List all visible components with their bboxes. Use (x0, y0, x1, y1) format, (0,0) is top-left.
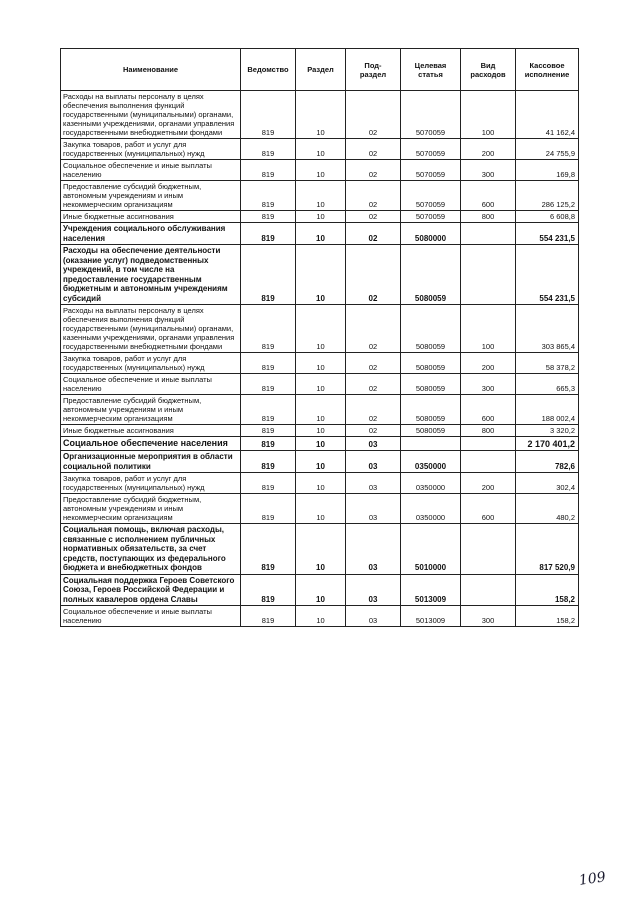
cell-expense-type: 200 (461, 353, 516, 374)
cell-section: 10 (296, 305, 346, 353)
cell-subsection: 02 (346, 211, 401, 223)
cell-target-article: 5080000 (401, 223, 461, 245)
cell-name: Расходы на выплаты персоналу в целях обеспечения выполнения функций государственными (муниципальными) органами, казенными учреждениями, органами управления государственными внебюджетными фондами (61, 305, 241, 353)
cell-amount: 158,2 (516, 606, 579, 627)
cell-subsection: 03 (346, 606, 401, 627)
cell-subsection: 02 (346, 425, 401, 437)
cell-section: 10 (296, 245, 346, 305)
cell-department: 819 (241, 425, 296, 437)
cell-department: 819 (241, 374, 296, 395)
cell-amount: 158,2 (516, 574, 579, 606)
cell-name: Социальная помощь, включая расходы, связанные с исполнением публичных нормативных обязательств, за счет средств, поступающих из федерального бюджета и внебюджетных фондов (61, 524, 241, 575)
cell-subsection: 02 (346, 395, 401, 425)
cell-amount: 24 755,9 (516, 139, 579, 160)
cell-target-article: 5010000 (401, 524, 461, 575)
table-row (61, 139, 579, 160)
cell-target-article: 5070059 (401, 160, 461, 181)
table-row (61, 211, 579, 223)
cell-name: Иные бюджетные ассигнования (61, 211, 241, 223)
cell-section: 10 (296, 425, 346, 437)
header-section: Раздел (296, 49, 346, 91)
cell-name: Предоставление субсидий бюджетным, автономным учреждениям и иным некоммерческим организациям (61, 181, 241, 211)
cell-target-article: 0350000 (401, 451, 461, 473)
cell-expense-type: 800 (461, 211, 516, 223)
cell-target-article: 0350000 (401, 494, 461, 524)
cell-subsection: 02 (346, 223, 401, 245)
cell-target-article: 5080059 (401, 395, 461, 425)
cell-name: Социальная поддержка Героев Советского Союза, Героев Российской Федерации и полных кавалеров ордена Славы (61, 574, 241, 606)
table-row (61, 606, 579, 627)
cell-subsection: 02 (346, 305, 401, 353)
cell-target-article: 5070059 (401, 139, 461, 160)
cell-name: Закупка товаров, работ и услуг для государственных (муниципальных) нужд (61, 139, 241, 160)
cell-amount: 6 608,8 (516, 211, 579, 223)
cell-subsection: 03 (346, 494, 401, 524)
cell-name: Социальное обеспечение и иные выплаты населению (61, 160, 241, 181)
cell-department: 819 (241, 574, 296, 606)
cell-name: Социальное обеспечение и иные выплаты населению (61, 606, 241, 627)
table-row (61, 181, 579, 211)
cell-amount: 782,6 (516, 451, 579, 473)
cell-subsection: 03 (346, 451, 401, 473)
cell-department: 819 (241, 353, 296, 374)
header-department: Ведомство (241, 49, 296, 91)
table-row (61, 437, 579, 451)
cell-section: 10 (296, 353, 346, 374)
cell-subsection: 02 (346, 374, 401, 395)
cell-subsection: 02 (346, 245, 401, 305)
cell-amount: 302,4 (516, 473, 579, 494)
cell-amount: 2 170 401,2 (516, 437, 579, 451)
cell-name: Иные бюджетные ассигнования (61, 425, 241, 437)
cell-expense-type: 100 (461, 91, 516, 139)
cell-expense-type: 300 (461, 160, 516, 181)
header-row (61, 49, 579, 91)
cell-subsection: 03 (346, 574, 401, 606)
cell-department: 819 (241, 494, 296, 524)
header-name: Наименование (61, 49, 241, 91)
cell-department: 819 (241, 473, 296, 494)
cell-subsection: 02 (346, 139, 401, 160)
table-body (61, 91, 579, 627)
cell-section: 10 (296, 524, 346, 575)
cell-target-article: 5080059 (401, 425, 461, 437)
cell-department: 819 (241, 181, 296, 211)
cell-amount: 169,8 (516, 160, 579, 181)
cell-section: 10 (296, 437, 346, 451)
cell-expense-type: 800 (461, 425, 516, 437)
cell-expense-type: 600 (461, 395, 516, 425)
cell-section: 10 (296, 91, 346, 139)
cell-department: 819 (241, 245, 296, 305)
cell-target-article: 5080059 (401, 353, 461, 374)
page-number: 109 (578, 869, 607, 889)
cell-target-article: 5080059 (401, 245, 461, 305)
cell-department: 819 (241, 305, 296, 353)
table-row (61, 223, 579, 245)
cell-expense-type (461, 451, 516, 473)
cell-subsection: 03 (346, 473, 401, 494)
cell-subsection: 03 (346, 437, 401, 451)
header-target-article: Целевая статья (401, 49, 461, 91)
cell-subsection: 02 (346, 353, 401, 374)
cell-subsection: 02 (346, 181, 401, 211)
table-row (61, 425, 579, 437)
cell-name: Социальное обеспечение и иные выплаты населению (61, 374, 241, 395)
table-row (61, 374, 579, 395)
cell-amount: 303 865,4 (516, 305, 579, 353)
header-expense-type: Вид расходов (461, 49, 516, 91)
cell-name: Предоставление субсидий бюджетным, автономным учреждениям и иным некоммерческим организациям (61, 494, 241, 524)
cell-department: 819 (241, 223, 296, 245)
cell-name: Закупка товаров, работ и услуг для государственных (муниципальных) нужд (61, 353, 241, 374)
cell-amount: 41 162,4 (516, 91, 579, 139)
cell-amount: 817 520,9 (516, 524, 579, 575)
cell-amount: 188 002,4 (516, 395, 579, 425)
cell-subsection: 02 (346, 91, 401, 139)
cell-amount: 480,2 (516, 494, 579, 524)
cell-target-article: 0350000 (401, 473, 461, 494)
cell-section: 10 (296, 473, 346, 494)
table-row (61, 353, 579, 374)
cell-department: 819 (241, 606, 296, 627)
cell-target-article: 5070059 (401, 181, 461, 211)
cell-department: 819 (241, 160, 296, 181)
cell-section: 10 (296, 574, 346, 606)
header-subsection: Под- раздел (346, 49, 401, 91)
cell-section: 10 (296, 374, 346, 395)
table-row (61, 574, 579, 606)
cell-expense-type: 600 (461, 181, 516, 211)
cell-expense-type (461, 437, 516, 451)
table-row (61, 245, 579, 305)
table-row (61, 160, 579, 181)
cell-amount: 58 378,2 (516, 353, 579, 374)
cell-expense-type: 200 (461, 139, 516, 160)
header-cash-execution: Кассовое исполнение (516, 49, 579, 91)
cell-expense-type: 600 (461, 494, 516, 524)
cell-department: 819 (241, 524, 296, 575)
cell-name: Расходы на обеспечение деятельности (оказание услуг) подведомственных учреждений, в том числе на предоставление государственным бюджетным и автономным учреждениям субсидий (61, 245, 241, 305)
cell-section: 10 (296, 494, 346, 524)
cell-name: Социальное обеспечение населения (61, 437, 241, 451)
table-row (61, 305, 579, 353)
cell-expense-type (461, 245, 516, 305)
cell-amount: 554 231,5 (516, 223, 579, 245)
cell-expense-type: 100 (461, 305, 516, 353)
cell-target-article: 5080059 (401, 374, 461, 395)
cell-section: 10 (296, 223, 346, 245)
cell-name: Учреждения социального обслуживания населения (61, 223, 241, 245)
cell-department: 819 (241, 211, 296, 223)
cell-subsection: 03 (346, 524, 401, 575)
cell-subsection: 02 (346, 160, 401, 181)
table-row (61, 494, 579, 524)
cell-department: 819 (241, 139, 296, 160)
cell-target-article: 5013009 (401, 606, 461, 627)
cell-name: Организационные мероприятия в области социальной политики (61, 451, 241, 473)
budget-table (60, 48, 579, 627)
cell-target-article: 5080059 (401, 305, 461, 353)
cell-amount: 286 125,2 (516, 181, 579, 211)
cell-section: 10 (296, 160, 346, 181)
cell-department: 819 (241, 395, 296, 425)
cell-section: 10 (296, 181, 346, 211)
table-row (61, 91, 579, 139)
cell-expense-type (461, 524, 516, 575)
cell-amount: 665,3 (516, 374, 579, 395)
cell-name: Расходы на выплаты персоналу в целях обеспечения выполнения функций государственными (муниципальными) органами, казенными учреждениями, органами управления государственными внебюджетными фондами (61, 91, 241, 139)
cell-expense-type: 300 (461, 606, 516, 627)
cell-department: 819 (241, 437, 296, 451)
cell-department: 819 (241, 451, 296, 473)
cell-amount: 3 320,2 (516, 425, 579, 437)
cell-section: 10 (296, 211, 346, 223)
cell-section: 10 (296, 451, 346, 473)
cell-expense-type: 300 (461, 374, 516, 395)
cell-section: 10 (296, 606, 346, 627)
cell-name: Предоставление субсидий бюджетным, автономным учреждениям и иным некоммерческим организациям (61, 395, 241, 425)
cell-expense-type: 200 (461, 473, 516, 494)
cell-name: Закупка товаров, работ и услуг для государственных (муниципальных) нужд (61, 473, 241, 494)
table-row (61, 451, 579, 473)
cell-target-article: 5013009 (401, 574, 461, 606)
cell-amount: 554 231,5 (516, 245, 579, 305)
cell-target-article: 5070059 (401, 211, 461, 223)
cell-expense-type (461, 223, 516, 245)
cell-section: 10 (296, 395, 346, 425)
table-row (61, 473, 579, 494)
table-row (61, 395, 579, 425)
cell-section: 10 (296, 139, 346, 160)
cell-target-article: 5070059 (401, 91, 461, 139)
cell-target-article (401, 437, 461, 451)
cell-expense-type (461, 574, 516, 606)
table-row (61, 524, 579, 575)
cell-department: 819 (241, 91, 296, 139)
